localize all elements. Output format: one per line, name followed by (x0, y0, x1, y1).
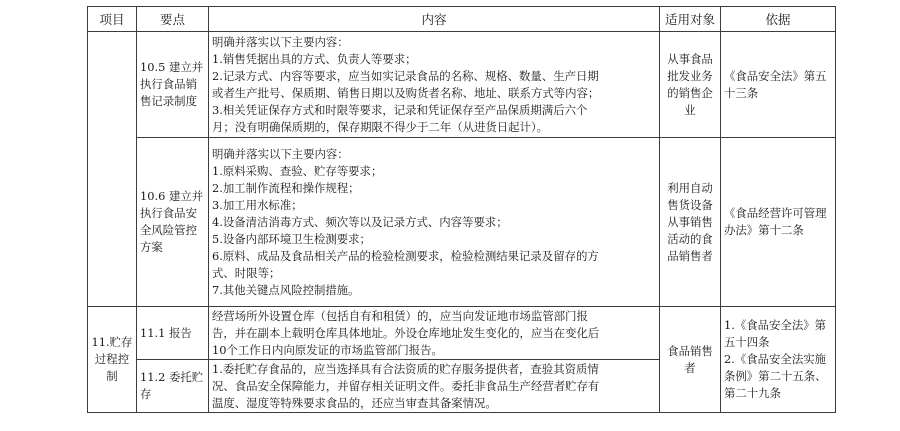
basis-10-5: 《食品安全法》第五十三条 (721, 32, 836, 138)
content-line: 经营场所外设置仓库（包括自有和租赁）的，应当向发证地市场监管部门报 (212, 308, 588, 323)
point-10-6: 10.6 建立并执行食品安全风险管控方案 (137, 138, 209, 307)
content-line: 明确并落实以下主要内容： (212, 146, 349, 161)
content-line: 7.其他关键点风险控制措施。 (212, 282, 360, 297)
header-row (88, 7, 836, 32)
content-line: 10个工作日内向原发证的市场监管部门报告。 (212, 342, 443, 357)
item-cell-11: 11.贮存过程控制 (88, 307, 137, 413)
content-line: 告，并在副本上载明仓库具体地址。外设仓库地址发生变化的，应当在变化后 (212, 325, 600, 340)
table-row-11-1 (88, 307, 836, 360)
content-line: 1.委托贮存食品的，应当选择具有合法资质的贮存服务提供者，查验其资质情 (212, 361, 599, 376)
header-point: 要点 (137, 7, 209, 32)
content-line: 3.相关凭证保存方式和时限等要求，记录和凭证保存至产品保质期满后六个 (212, 102, 588, 117)
content-line: 式、时限等； (212, 265, 281, 280)
content-11-2 (209, 360, 660, 413)
content-line: 或者生产批号、保质期、销售日期以及购货者名称、地址、联系方式等内容； (212, 85, 600, 100)
table-row-10-5 (88, 32, 836, 138)
content-11-1 (209, 307, 660, 360)
regulation-table (87, 6, 836, 413)
content-line: 月；没有明确保质期的，保存期限不得少于二年（从进货日起计）。 (212, 119, 549, 134)
header-content: 内容 (209, 7, 660, 32)
content-10-5 (209, 32, 660, 138)
basis-10-6: 《食品经营许可管理办法》第十二条 (721, 138, 836, 307)
content-line: 明确并落实以下主要内容： (212, 34, 349, 49)
target-11: 食品销售者 (660, 307, 721, 413)
basis-line: 1.《食品安全法》第五十四条 (724, 318, 826, 349)
basis-line: 2.《食品安全法实施条例》第二十五条、第二十九条 (724, 352, 827, 400)
header-basis: 依据 (721, 7, 836, 32)
point-10-5: 10.5 建立并执行食品销售记录制度 (137, 32, 209, 138)
basis-11 (721, 307, 836, 413)
target-10-6: 利用自动售货设备从事销售活动的食品销售者 (660, 138, 721, 307)
content-line: 5.设备内部环境卫生检测要求； (212, 231, 371, 246)
content-10-6 (209, 138, 660, 307)
table-row-10-6 (88, 138, 836, 307)
item-cell-10 (88, 32, 137, 307)
target-10-5: 从事食品批发业务的销售企业 (660, 32, 721, 138)
point-11-2: 11.2 委托贮存 (137, 360, 209, 413)
content-line: 2.加工制作流程和操作规程； (212, 180, 360, 195)
content-line: 1.销售凭据出具的方式、负责人等要求； (212, 51, 417, 66)
content-line: 1.原料采购、查验、贮存等要求； (212, 163, 383, 178)
content-line: 2.记录方式、内容等要求，应当如实记录食品的名称、规格、数量、生产日期 (212, 68, 599, 83)
content-line: 6.原料、成品及食品相关产品的检验检测要求，检验检测结果记录及留存的方 (212, 248, 599, 263)
content-line: 3.加工用水标准； (212, 197, 303, 212)
point-11-1: 11.1 报告 (137, 307, 209, 360)
header-target: 适用对象 (660, 7, 721, 32)
content-line: 况、食品安全保障能力，并留存相关证明文件。委托非食品生产经营者贮存有 (212, 378, 600, 393)
content-line: 温度、湿度等特殊要求食品的，还应当审查其备案情况。 (212, 395, 497, 410)
header-item: 项目 (88, 7, 137, 32)
content-line: 4.设备清洁消毒方式、频次等以及记录方式、内容等要求； (212, 214, 508, 229)
